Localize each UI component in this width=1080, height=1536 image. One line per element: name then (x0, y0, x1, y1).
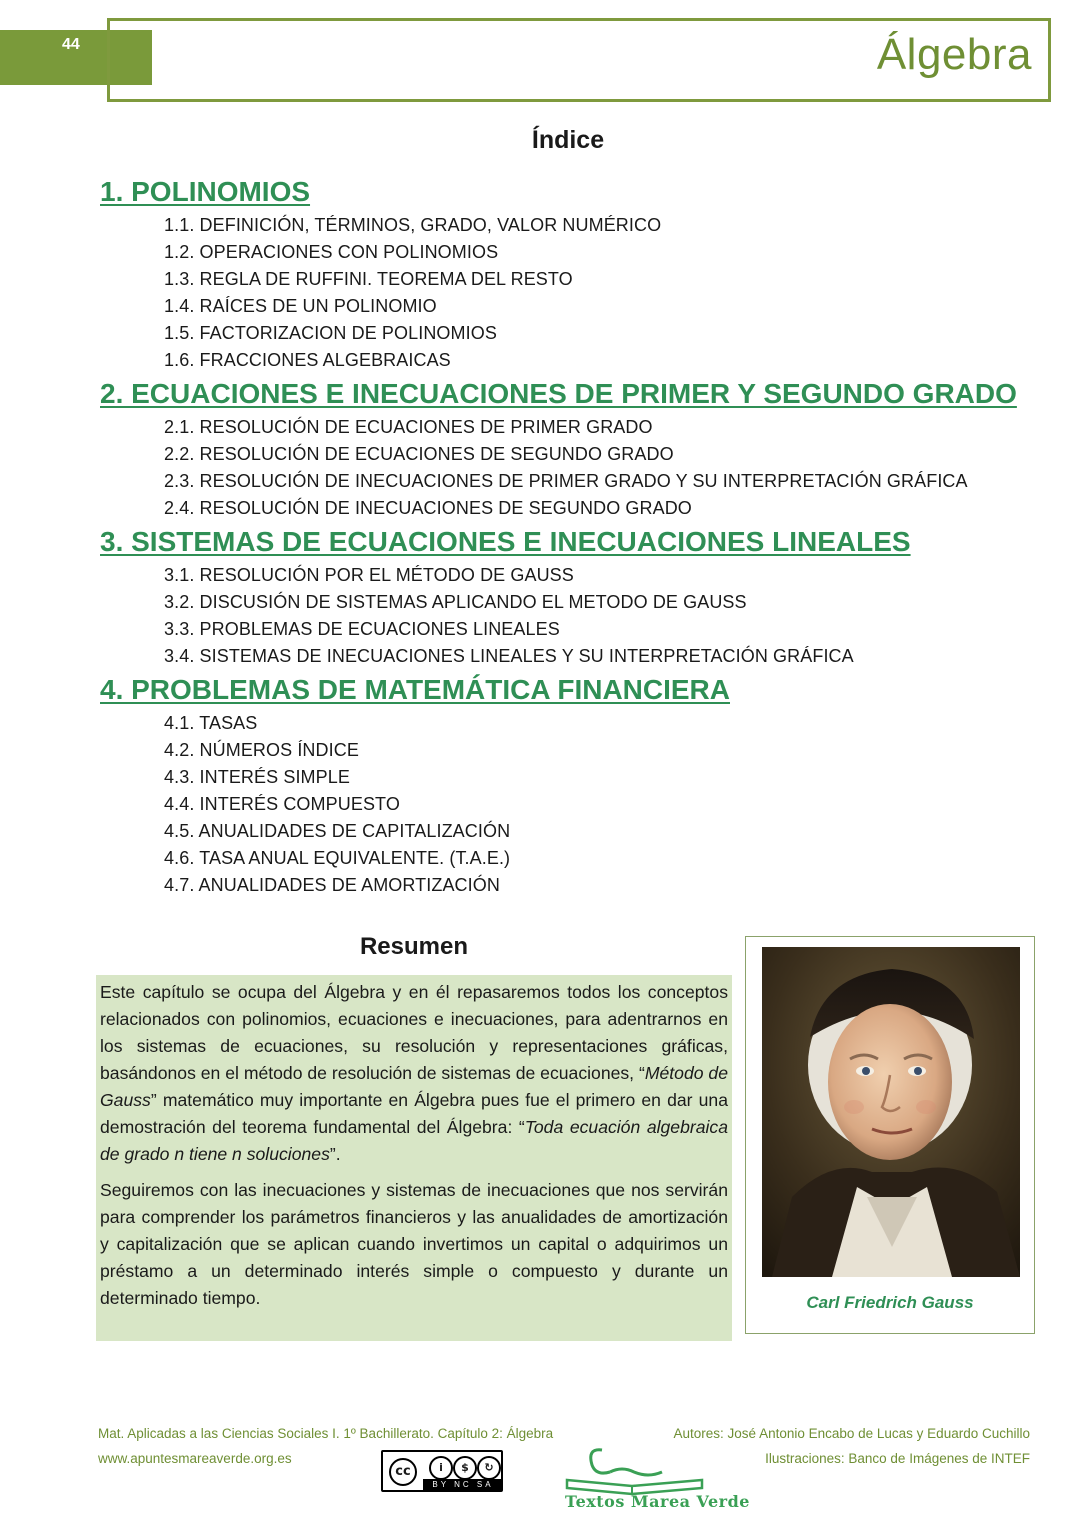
summary-box (96, 975, 732, 1341)
summary-text: Este capítulo se ocupa del Álgebra y en él repasaremos todos los conceptos relacionados con polinomios, ecuaciones e inecuaciones, para adentrarnos en los sistemas de ecuaciones, su resolución y representaciones gráficas, basándonos en el método de resolución de sistemas de ecuaciones, “ (100, 982, 728, 1083)
toc-section (100, 172, 1030, 374)
list-item[interactable]: 4.7. ANUALIDADES DE AMORTIZACIÓN (164, 875, 500, 895)
chapter-title: Álgebra (876, 30, 1032, 79)
logo-text: Textos Marea Verde (565, 1492, 750, 1511)
table-of-contents (100, 172, 1030, 899)
list-item[interactable]: 1.3. REGLA DE RUFFINI. TEOREMA DEL RESTO (164, 269, 573, 289)
list-item[interactable]: 1.2. OPERACIONES CON POLINOMIOS (164, 242, 499, 262)
section-1-items (100, 212, 1030, 374)
summary-text: ”. (329, 1144, 341, 1164)
gauss-portrait-image (762, 947, 1020, 1277)
list-item[interactable]: 1.4. RAÍCES DE UN POLINOMIO (164, 296, 437, 316)
summary-paragraph-1 (100, 979, 728, 1168)
list-item[interactable]: 4.3. INTERÉS SIMPLE (164, 767, 350, 787)
list-item[interactable]: 4.2. NÚMEROS ÍNDICE (164, 740, 359, 760)
list-item[interactable]: 4.4. INTERÉS COMPUESTO (164, 794, 400, 814)
cc-labels: BY NC SA (423, 1479, 503, 1490)
list-item[interactable]: 2.3. RESOLUCIÓN DE INECUACIONES DE PRIMER GRADO Y SU INTERPRETACIÓN GRÁFICA (164, 471, 968, 491)
section-3-items (100, 562, 1030, 670)
footer-website-link[interactable]: www.apuntesmareaverde.org.es (98, 1451, 292, 1466)
summary-paragraph-2: Seguiremos con las inecuaciones y sistemas de inecuaciones que nos servirán para comprender los parámetros financieros y las anualidades de amortización y capitalización que se aplican cuando invertimos un capital o adquirimos un préstamo a un determinado interés simple o compuesto y durante un determinado tiempo. (100, 1180, 728, 1308)
share-alike-icon: ↻ (477, 1456, 501, 1480)
list-item[interactable]: 3.4. SISTEMAS DE INECUACIONES LINEALES Y SU INTERPRETACIÓN GRÁFICA (164, 646, 854, 666)
toc-section (100, 522, 1030, 670)
list-item[interactable]: 1.6. FRACCIONES ALGEBRAICAS (164, 350, 451, 370)
page-number: 44 (62, 36, 80, 53)
index-title: Índice (531, 126, 605, 154)
summary-quote: Toda ecuación algebraica de grado n tiene n soluciones (100, 1117, 728, 1164)
list-item[interactable]: 3.3. PROBLEMAS DE ECUACIONES LINEALES (164, 619, 560, 639)
list-item[interactable]: 3.1. RESOLUCIÓN POR EL MÉTODO DE GAUSS (164, 565, 574, 585)
list-item[interactable]: 1.5. FACTORIZACION DE POLINOMIOS (164, 323, 497, 343)
list-item[interactable]: 4.1. TASAS (164, 713, 258, 733)
footer-illustrations: Ilustraciones: Banco de Imágenes de INTEF (765, 1451, 1030, 1466)
portrait-caption: Carl Friedrich Gauss (806, 1293, 974, 1312)
list-item[interactable]: 2.2. RESOLUCIÓN DE ECUACIONES DE SEGUNDO GRADO (164, 444, 674, 464)
creative-commons-license-badge[interactable] (381, 1450, 503, 1492)
summary-text: ” matemático muy importante en Álgebra pues fue el primero en dar una demostración del teorema fundamental del Álgebra: “ (100, 1090, 728, 1137)
toc-section (100, 670, 1030, 899)
summary-emphasis: Método de Gauss (100, 1063, 728, 1110)
section-4-link[interactable]: 4. PROBLEMAS DE MATEMÁTICA FINANCIERA (100, 674, 730, 705)
section-2-items (100, 414, 1030, 522)
attribution-icon: i (429, 1456, 453, 1480)
cc-icon: cc (389, 1458, 417, 1486)
section-2-link[interactable]: 2. ECUACIONES E INECUACIONES DE PRIMER Y SEGUNDO GRADO (100, 378, 1017, 409)
toc-section (100, 374, 1030, 522)
section-3-link[interactable]: 3. SISTEMAS DE ECUACIONES E INECUACIONES LINEALES (100, 526, 911, 557)
footer-book-info: Mat. Aplicadas a las Ciencias Sociales I. 1º Bachillerato. Capítulo 2: Álgebra (98, 1426, 554, 1441)
non-commercial-icon: $ (453, 1456, 477, 1480)
list-item[interactable]: 4.6. TASA ANUAL EQUIVALENTE. (T.A.E.) (164, 848, 511, 868)
list-item[interactable]: 2.1. RESOLUCIÓN DE ECUACIONES DE PRIMER GRADO (164, 417, 653, 437)
footer-authors: Autores: José Antonio Encabo de Lucas y Eduardo Cuchillo (673, 1426, 1030, 1441)
portrait-frame (745, 936, 1035, 1334)
list-item[interactable]: 2.4. RESOLUCIÓN DE INECUACIONES DE SEGUNDO GRADO (164, 498, 692, 518)
summary-title: Resumen (359, 933, 469, 960)
section-1-link[interactable]: 1. POLINOMIOS (100, 176, 311, 207)
list-item[interactable]: 3.2. DISCUSIÓN DE SISTEMAS APLICANDO EL METODO DE GAUSS (164, 592, 747, 612)
list-item[interactable]: 1.1. DEFINICIÓN, TÉRMINOS, GRADO, VALOR NUMÉRICO (164, 215, 662, 235)
list-item[interactable]: 4.5. ANUALIDADES DE CAPITALIZACIÓN (164, 821, 511, 841)
section-4-items (100, 710, 1030, 899)
